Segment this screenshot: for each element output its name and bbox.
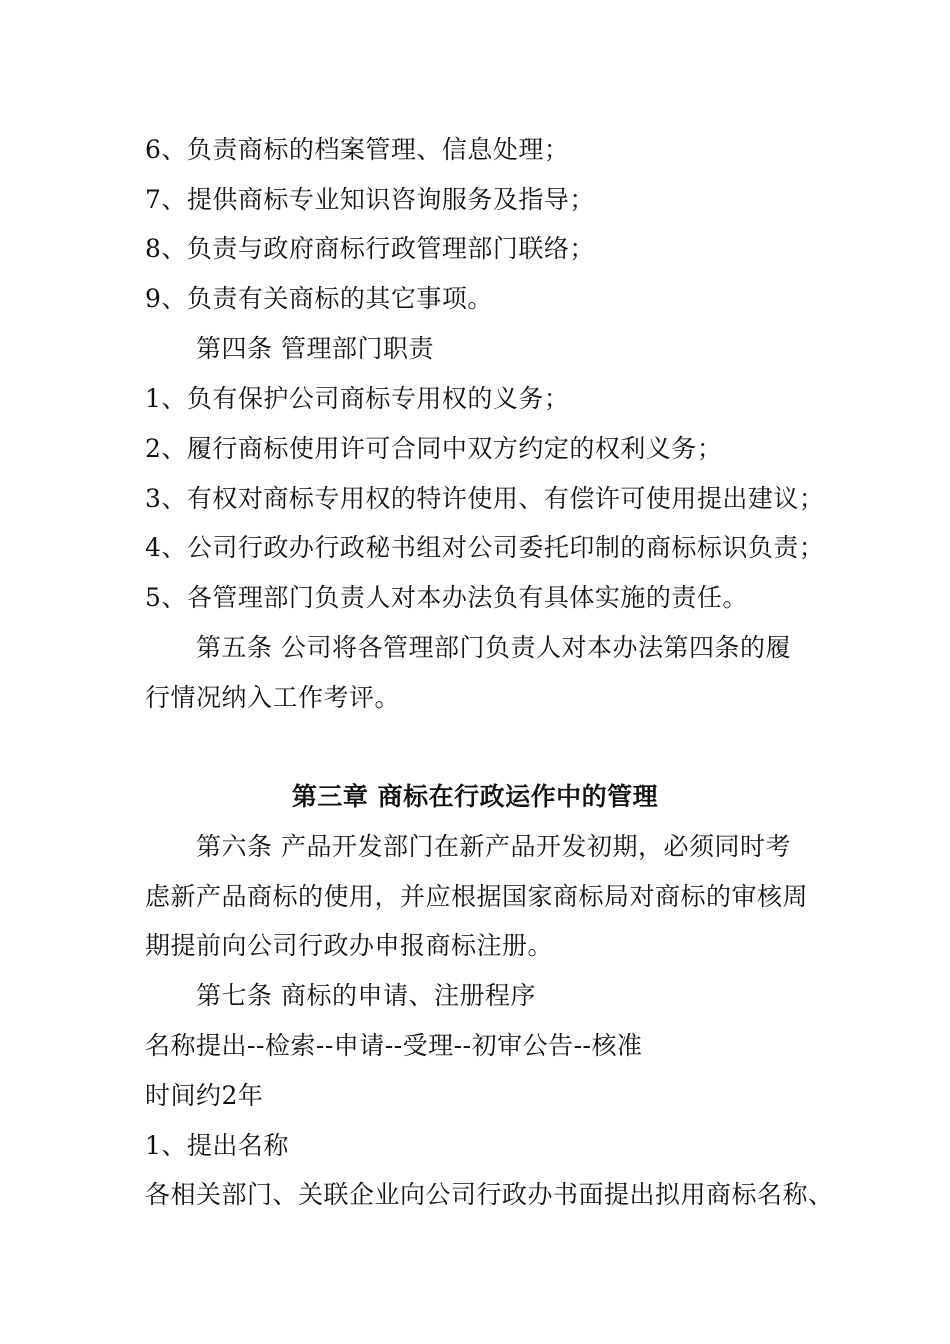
list-item: 2、履行商标使用许可合同中双方约定的权利义务； (145, 434, 723, 463)
list-item: 5、各管理部门负责人对本办法负有具体实施的责任。 (145, 583, 748, 612)
list-item: 6、负责商标的档案管理、信息处理； (145, 135, 570, 164)
article-heading: 第四条 管理部门职责 (196, 334, 434, 363)
list-item: 1、提出名称 (145, 1131, 289, 1160)
list-item: 9、负责有关商标的其它事项。 (145, 284, 493, 313)
paragraph-line: 虑新产品商标的使用，并应根据国家商标局对商标的审核周 (145, 882, 809, 911)
article-heading: 第七条 商标的申请、注册程序 (196, 981, 536, 1010)
list-item: 4、公司行政办行政秘书组对公司委托印制的商标标识负责； (145, 533, 825, 562)
paragraph-line: 各相关部门、关联企业向公司行政办书面提出拟用商标名称、 (145, 1180, 834, 1209)
list-item: 3、有权对商标专用权的特许使用、有偿许可使用提出建议； (145, 484, 825, 513)
paragraph-line: 期提前向公司行政办申报商标注册。 (145, 931, 554, 960)
process-flow: 名称提出--检索--申请--受理--初审公告--核准 (145, 1031, 643, 1060)
duration-note: 时间约2年 (145, 1081, 264, 1110)
paragraph-line: 第六条 产品开发部门在新产品开发初期，必须同时考 (196, 832, 791, 861)
paragraph-line: 行情况纳入工作考评。 (145, 683, 401, 712)
list-item: 1、负有保护公司商标专用权的义务； (145, 384, 570, 413)
list-item: 7、提供商标专业知识咨询服务及指导； (145, 185, 595, 214)
list-item: 8、负责与政府商标行政管理部门联络； (145, 234, 595, 263)
chapter-title: 第三章 商标在行政运作中的管理 (291, 782, 659, 811)
paragraph-line: 第五条 公司将各管理部门负责人对本办法第四条的履 (196, 633, 791, 662)
